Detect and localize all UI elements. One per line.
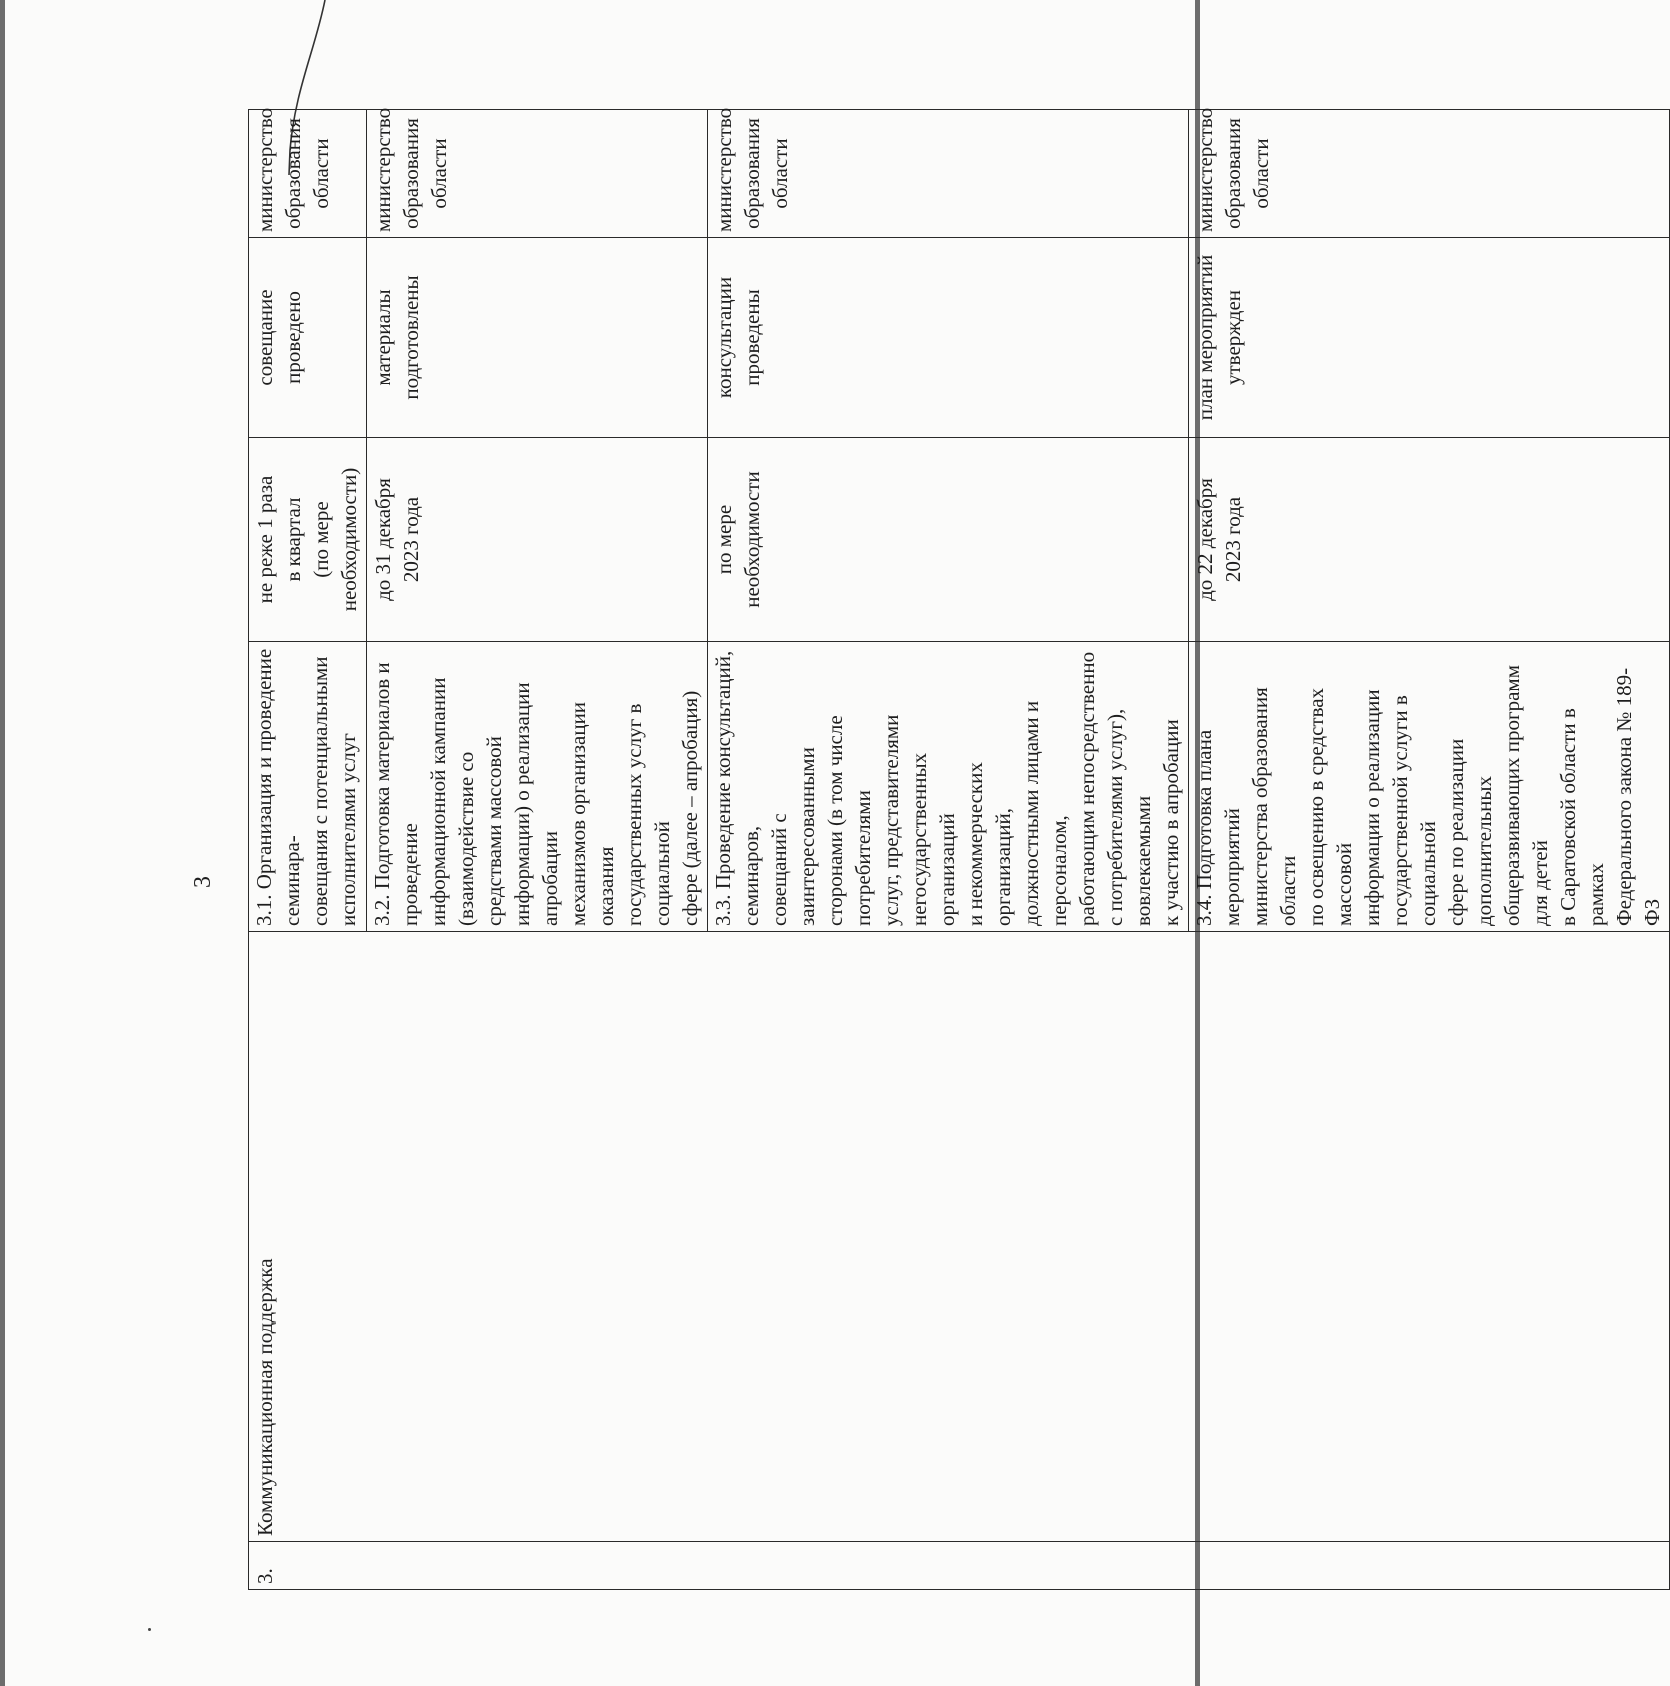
speck-mark xyxy=(148,1628,151,1631)
responsible-cell: министерство образования области xyxy=(367,110,708,238)
term-cell: до 31 декабря 2023 года xyxy=(367,438,708,642)
action-cell: 3.4. Подготовка плана мероприятий министерства образования области по освещению в средствах массовой информации о реализации государственной услуги в социальной сфере по реализации дополнительных общеразвивающих программ для детей в Саратовской области в рамках Федерального закона № 189-ФЗ xyxy=(1189,642,1670,932)
term-cell: до 22 декабря 2023 года xyxy=(1189,438,1670,642)
plan-table xyxy=(248,109,1670,1590)
action-cell: 3.3. Проведение консультаций, семинаров, совещаний с заинтересованными сторонами (в том числе потребителями услуг, представителями негосударственных организаций и некоммерческих организаций, должностными лицами и персоналом, работающим непосредственно с потребителями услуг), вовлекаемыми к участию в апробации xyxy=(708,642,1189,932)
responsible-cell: министерство образования области xyxy=(708,110,1189,238)
scan-edge-left xyxy=(0,0,5,1686)
action-cell: 3.1. Организация и проведение семинара- совещания с потенциальными исполнителями услуг xyxy=(249,642,367,932)
table-row xyxy=(249,110,367,1590)
result-cell: план мероприятий утвержден xyxy=(1189,238,1670,438)
page-number: 3 xyxy=(190,876,216,888)
responsible-cell: министерство образования области xyxy=(249,110,367,238)
action-cell: 3.2. Подготовка материалов и проведение информационной кампании (взаимодействие со средствами массовой информации) о реализации апробации механизмов организации оказания государственных услуг в социальной сфере (далее – апробация) xyxy=(367,642,708,932)
section-name: Коммуникационная поддержка xyxy=(249,932,1670,1542)
term-cell: не реже 1 раза в квартал (по мере необходимости) xyxy=(249,438,367,642)
result-cell: материалы подготовлены xyxy=(367,238,708,438)
rotated-page xyxy=(178,107,1664,1590)
result-cell: консультации проведены xyxy=(708,238,1189,438)
responsible-cell: министерство образования области xyxy=(1189,110,1670,238)
result-cell: совещание проведено xyxy=(249,238,367,438)
section-number: 3. xyxy=(249,1542,1670,1590)
term-cell: по мере необходимости xyxy=(708,438,1189,642)
